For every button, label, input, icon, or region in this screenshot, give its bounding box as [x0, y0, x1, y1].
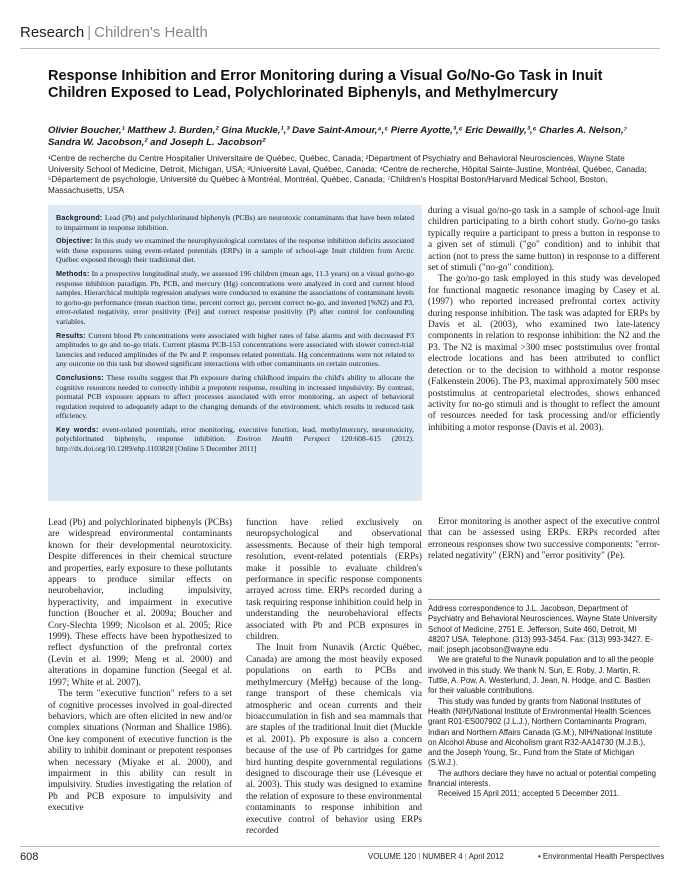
- header-rule: [20, 48, 660, 49]
- running-header: [20, 24, 208, 41]
- abstract-conclusions: Conclusions: These results suggest that Pb exposure during childhood impairs the child's ability to allocate the cognitive resources needed to correctly inhibit a prepotent response, resulting in increased impulsivity. By contrast, postnatal PCB exposure appears to affect processes associated with error monitoring, an aspect of behavioral regulation required to adequately adapt to the changing demands of the environment, which results in reduced task efficiency.: [56, 372, 415, 421]
- header-divider: |: [87, 24, 92, 41]
- volume: VOLUME 120: [368, 852, 417, 861]
- abstract-heading: Methods:: [56, 268, 90, 278]
- abstract-keywords: Key words: event-related potentials, error monitoring, executive function, lead, methylmercury, neurotoxicity, polychlorinated biphenyls, response inhibition. Environ Health Perspect 120:608–615 (2012). http://dx.doi.org/10.1289/ehp.1103828 [Online 5 December 2011]: [56, 424, 414, 454]
- citation-details: 120:608–615 (2012). http://dx.doi.org/10.1289/ehp.1103828 [Online 5 December 2011]: [56, 434, 414, 454]
- acknowledgments: We are grateful to the Nunavik population and to all the people involved in this study. We thank N. Sun, E. Roby, J. Martin, R. Tuttle, A. Pow, A. Westerlund, J. Jean, N. Hodge, and C. Bastien for their valuable contributions.: [428, 655, 654, 696]
- body-paragraph: The term "executive function" refers to a set of cognitive processes involved in goal-directed behaviors, which are often elicited in new and/or complex situations (Norman and Shallice 1986). One key component of executive function is the ability to inhibit dominant or prepotent responses when necessary (Miyake et al. 2000), and impairment in this ability can result in impulsivity. Studies investigating the relation of Pb and PCB exposure to impulsivity and executive: [48, 689, 232, 814]
- body-paragraph: The go/no-go task employed in this study was developed for functional magnetic resonance imaging by Casey et al. (1997) who reported increased prefrontal cortex activity during response inhibition. The task was adapted for ERPs by Davis et al. (2003), who examined two late-latency components in relation to response inhibition: the N2 and the P3. The N2 is maximal >300 msec poststimulus over frontal electrode locations and has been attributed to conflict detection or to the decision to withhold a motor response (Falkenstein 2006). The P3, maximal approximately 500 msec poststimulus at centroparietal electrodes, shows enhanced activity for no-go stimuli and is thought to reflect the amount of resources needed for task processing and/or efficiently inhibiting a motor response (Davis et al. 2003).: [428, 274, 660, 433]
- author-list: Olivier Boucher,¹ Matthew J. Burden,² Gina Muckle,¹,³ Dave Saint-Amour,⁴,⁵ Pierre Ayotte,³,⁶ Eric Dewailly,³,⁶ Charles A. Nelson,⁷ Sandra W. Jacobson,² and Joseph L. Jacobson²: [48, 125, 628, 148]
- affiliations: ¹Centre de recherche du Centre Hospitalier Universitaire de Québec, Québec, Canada; ²Department of Psychiatry and Behavioral Neurosciences, Wayne State University School of Medicine, Detroit, Michigan, USA; ³Université Laval, Québec, Canada; ⁴Centre de recherche, Hôpital Sainte-Justine, Montréal, Québec, Canada; ⁵Département de psychologie, Université du Québec à Montréal, Montréal, Québec, Canada; ⁷Children's Hospital Boston/Harvard Medical School, Boston, Massachusetts, USA: [48, 154, 647, 195]
- issue-date: April 2012: [468, 852, 504, 861]
- journal-name: • Environmental Health Perspectives: [538, 852, 665, 861]
- body-paragraph: function have relied exclusively on neuropsychological and observational assessments. Because of their high temporal resolution, event-related potentials (ERPs) make it possible to evaluate children's performance in specific response components arrayed across time. ERPs recorded during a task requiring response inhibition could help in understanding the neurobehavioral effects associated with Pb and PCB exposures in children.: [246, 518, 422, 643]
- body-paragraph: The Inuit from Nunavik (Arctic Québec, Canada) are among the most heavily exposed populations on earth to PCBs and methylmercury (MeHg) because of the long-range transport of these chemicals via atmospheric and ocean currents and their bioaccumulation in fish and sea mammals that are staples of the traditional Inuit diet (Muckle et al. 2001). Pb exposure is also a concern because of the use of Pb cartridges for game bird hunting despite governmental regulations designed to discourage their use (Lévesque et al. 2003). This study was designed to examine the relation of exposure to these environmental contaminants to response inhibition and executive control of behavior using ERPs recorded: [246, 643, 422, 836]
- issue-info: VOLUME 120 | NUMBER 4 | April 2012: [368, 852, 504, 861]
- page-number: 608: [20, 851, 39, 863]
- right-column-upper: [428, 206, 660, 434]
- body-column-1: [48, 518, 232, 815]
- abstract-box: [48, 205, 422, 501]
- abstract-results: Results: Current blood Pb concentrations were associated with higher rates of false alarms and with decreased P3 amplitudes to go and no-go trials. Current plasma PCB-153 concentrations were associated with slower correct-trial latencies and reduced amplitudes of the Pe and P. responses related potentials. Hg concentrations were not related to any outcome on this task but showed significant interactions with other contaminants on certain outcomes.: [56, 330, 414, 369]
- subsection-label: Children's Health: [94, 24, 208, 41]
- funding-statement: This study was funded by grants from National Institutes of Health (NIH)/National Institute of Environmental Health Sciences grant R01-ES007902 (J.L.J.), Northern Contaminants Program, Indian and Northern Affairs Canada (G.M.), NIH/National Institute on Alcohol Abuse and Alcoholism grant R32-AA14730 (M.J.B.), and the Joseph Young, Sr., Fund from the State of Michigan (S.W.J.).: [428, 696, 653, 768]
- correspondence-address: Address correspondence to J.L. Jacobson, Department of Psychiatry and Behavioral Neurosciences, Wayne State University School of Medicine, 2751 E. Jefferson, Suite 460, Detroit, MI 48207 USA. Telephone: (313) 993-3454. Fax: (313) 993-3427. E-mail: joseph.jacobson@wayne.edu: [428, 604, 657, 655]
- body-column-2: [246, 518, 422, 837]
- abstract-heading: Key words:: [56, 424, 99, 434]
- competing-interests: The authors declare they have no actual or potential competing financial interests.: [428, 768, 657, 789]
- abstract-heading: Results:: [56, 330, 86, 340]
- abstract-heading: Conclusions:: [56, 372, 104, 382]
- footer-rule: [20, 846, 660, 847]
- article-title: Response Inhibition and Error Monitoring during a Visual Go/No-Go Task in Inuit Children Exposed to Lead, Polychlorinated Biphenyls, and Methylmercury: [48, 68, 603, 101]
- abstract-heading: Background:: [56, 213, 103, 222]
- body-paragraph: during a visual go/no-go task in a sample of school-age Inuit children participating to a birth cohort study. Go/no-go tasks typically require a participant to press a button in response to a given set of stimuli ("go" condition) and to inhibit that action (not to press the same button) in response to a different set of stimuli ("no-go" condition).: [428, 206, 660, 274]
- section-label: Research: [20, 24, 85, 41]
- body-paragraph: Error monitoring is another aspect of the executive control that can be assessed using ERPs. ERPs recorded after erroneous responses show two successive components: "error-related negativity" (ERN) and "error positivity" (Pe).: [428, 517, 660, 562]
- abstract-objective: Objective: In this study we examined the neurophysiological correlates of the response inhibition deficits associated with these exposures using event-related potentials (ERPs) in a sample of school-age Inuit children from Arctic Québec exposed through their traditional diet.: [56, 236, 414, 265]
- abstract-methods: Methods: In a prospective longitudinal study, we assessed 196 children (mean age, 11.3 years) on a visual go/no-go response inhibition paradigm. Pb, PCB, and mercury (Hg) concentrations were analyzed in cord and current blood samples. Hierarchical multiple regression analyses were conducted to examine the associations of contaminant levels to go/no-go performance (mean reaction time, percent correct go, percent correct no-go, and inverted [%N2) and P3, error-related negativity, error positivity (Pe)] and correct response positivity (P) after control for confounding variables.: [56, 268, 414, 326]
- body-paragraph: Lead (Pb) and polychlorinated biphenyls (PCBs) are widespread environmental contaminants known for their developmental neurotoxicity. Despite differences in their chemical structure and properties, early exposure to these pollutants appears to produce similar effects on neurobehavior, including impulsivity, hyperactivity, and impairment in executive function (Boucher et al. 2009a; Boucher and Cory-Slechta 1999; Nicolson et al. 2005; Rice 1999). These effects have been hypothesized to reflect dysfunction of the prefrontal cortex (Levin et al. 1999; Meng et al. 2000) and alterations in dopamine function (Seegal et al. 1997; White et al. 2007).: [48, 518, 232, 688]
- correspondence-box: [428, 599, 660, 800]
- abstract-background: Background: Lead (Pb) and polychlorinated biphenyls (PCBs) are neurotoxic contaminants that have been related to impairment in response inhibition.: [56, 213, 415, 232]
- issue-number: NUMBER 4: [422, 852, 463, 861]
- body-column-3: [428, 517, 660, 563]
- citation-journal: Environ Health Perspect: [236, 434, 330, 444]
- abstract-heading: Objective:: [56, 236, 93, 246]
- received-dates: Received 15 April 2011; accepted 5 December 2011.: [438, 789, 620, 799]
